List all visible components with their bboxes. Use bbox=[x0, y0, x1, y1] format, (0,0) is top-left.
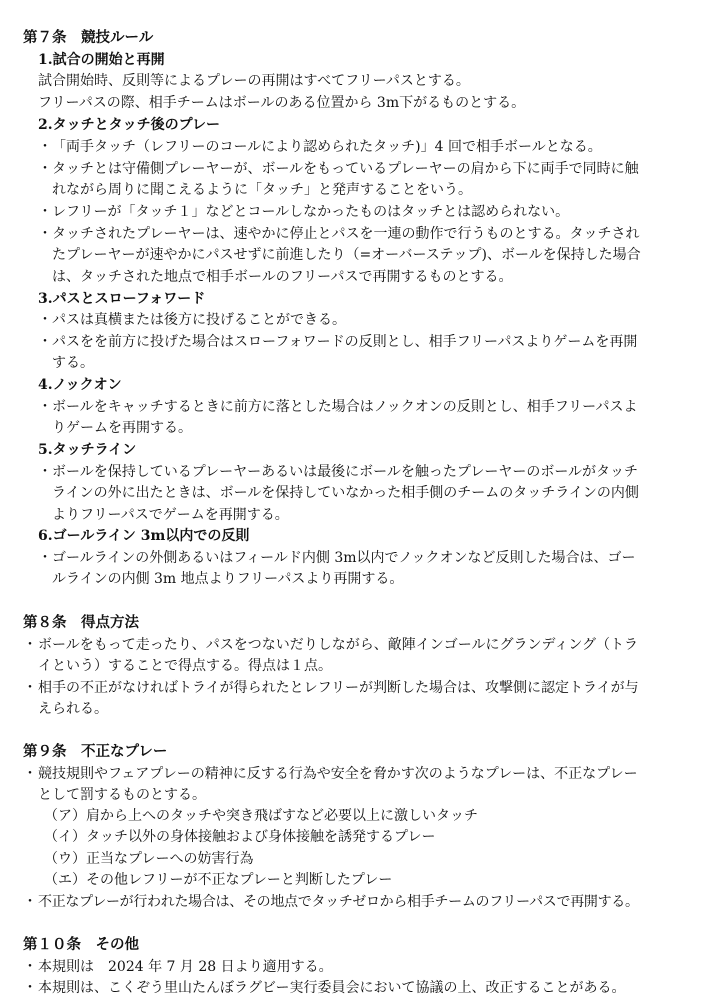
rule-text: えられる。 bbox=[38, 701, 108, 717]
rule-text: パスをを前方に投げた場合はスローフォワードの反則とし、相手フリーパスよりゲームを再開 bbox=[52, 334, 638, 350]
list-item: （エ）その他レフリーが不正なプレーと判断したプレー bbox=[44, 872, 393, 888]
list-item: （ウ）正当なプレーへの妨害行為 bbox=[44, 851, 254, 867]
rule-text: ボールをキャッチするときに前方に落とした場合はノックオンの反則とし、相手フリーパスよ bbox=[52, 399, 638, 415]
rule-text: 本規則は 2024 年 7 月 28 日より適用する。 bbox=[38, 959, 333, 975]
section-1-heading: 1.試合の開始と再開 bbox=[38, 52, 165, 68]
rule-text: として罰するものとする。 bbox=[38, 787, 206, 803]
section-6-heading: 6.ゴールライン 3m以内での反則 bbox=[38, 528, 250, 544]
bullet-mark: ・ bbox=[38, 399, 52, 415]
section-5-heading: 5.タッチライン bbox=[38, 442, 137, 458]
bullet-mark: ・ bbox=[23, 980, 37, 996]
rule-text: ラインの外に出たときは、ボールを保持していなかった相手側のチームのタッチラインの内側 bbox=[52, 485, 639, 501]
section-3-heading: 3.パスとスローフォワード bbox=[38, 291, 206, 307]
rule-text: 本規則は、こくぞう里山たんぼラグビー実行委員会において協議の上、改正することがある。 bbox=[38, 980, 626, 996]
bullet-mark: ・ bbox=[38, 312, 52, 328]
rule-text: れながら周りに聞こえるように「タッチ」と発声することをいう。 bbox=[52, 182, 472, 198]
rule-text: 相手の不正がなければトライが得られたとレフリーが判断した場合は、攻撃側に認定トライが与 bbox=[38, 680, 639, 696]
bullet-mark: ・ bbox=[38, 161, 52, 177]
rule-text: ゴールラインの外側あるいはフィールド内側 3m以内でノックオンなど反則した場合は、ゴー bbox=[52, 550, 636, 566]
rule-text: ボールをもって走ったり、パスをつないだりしながら、敵陣インゴールにグランディング（トラ bbox=[38, 637, 639, 653]
rule-text: する。 bbox=[52, 355, 94, 371]
bullet-mark: ・ bbox=[38, 550, 52, 566]
section-1-line: 試合開始時、反則等によるプレーの再開はすべてフリーパスとする。 bbox=[38, 73, 470, 89]
bullet-mark: ・ bbox=[38, 139, 52, 155]
bullet-mark: ・ bbox=[23, 637, 37, 653]
rule-text: ボールを保持しているプレーヤーあるいは最後にボールを触ったプレーヤーのボールがタッチ bbox=[52, 464, 639, 480]
rule-text: タッチされたプレーヤーは、速やかに停止とパスを一連の動作で行うものとする。タッチされ bbox=[52, 226, 640, 242]
rule-text: イという）することで得点する。得点は１点。 bbox=[38, 658, 332, 674]
rule-text: 「両手タッチ（レフリーのコールにより認められたタッチ)」4 回で相手ボールとなる。 bbox=[52, 139, 602, 155]
bullet-mark: ・ bbox=[23, 959, 37, 975]
rule-text: よりフリーパスでゲームを再開する。 bbox=[52, 507, 289, 523]
rule-text: タッチとは守備側プレーヤーが、ボールをもっているプレーヤーの肩から下に両手で同時に触 bbox=[52, 161, 639, 177]
section-1-line: フリーパスの際、相手チームはボールのある位置から 3m下がるものとする。 bbox=[38, 95, 526, 111]
article-9-title: 第９条 不正なプレー bbox=[23, 743, 168, 760]
rule-text: 不正なプレーが行われた場合は、その地点でタッチゼロから相手チームのフリーパスで再開する。 bbox=[38, 894, 639, 910]
list-item: （ア）肩から上へのタッチや突き飛ばすなど必要以上に激しいタッチ bbox=[44, 808, 478, 824]
article-10-title: 第１０条 その他 bbox=[23, 936, 139, 953]
bullet-mark: ・ bbox=[38, 334, 52, 350]
rule-text: レフリーが「タッチ１」などとコールしなかったものはタッチとは認められない。 bbox=[52, 204, 570, 220]
rule-text: ルラインの内側 3m 地点よりフリーパスより再開する。 bbox=[52, 571, 404, 587]
rule-text: 競技規則やフェアプレーの精神に反する行為や安全を脅かす次のようなプレーは、不正なプレー bbox=[38, 766, 638, 782]
article-7-title: 第７条 競技ルール bbox=[23, 29, 154, 46]
bullet-mark: ・ bbox=[38, 226, 52, 242]
section-4-heading: 4.ノックオン bbox=[38, 377, 122, 393]
bullet-mark: ・ bbox=[23, 680, 37, 696]
rule-text: りゲームを再開する。 bbox=[52, 420, 192, 436]
bullet-mark: ・ bbox=[38, 204, 52, 220]
section-2-heading: 2.タッチとタッチ後のプレー bbox=[38, 117, 221, 133]
article-8-title: 第８条 得点方法 bbox=[23, 614, 139, 631]
bullet-mark: ・ bbox=[23, 766, 37, 782]
rule-text: パスは真横または後方に投げることができる。 bbox=[52, 312, 346, 328]
bullet-mark: ・ bbox=[23, 894, 37, 910]
rule-text: は、タッチされた地点で相手ボールのフリーパスで再開するものとする。 bbox=[52, 269, 513, 285]
bullet-mark: ・ bbox=[38, 464, 52, 480]
list-item: （イ）タッチ以外の身体接触および身体接触を誘発するプレー bbox=[44, 829, 436, 845]
rule-text: たプレーヤーが速やかにパスせずに前進したり（=オーバーステップ)、ボールを保持した場合 bbox=[52, 247, 641, 263]
